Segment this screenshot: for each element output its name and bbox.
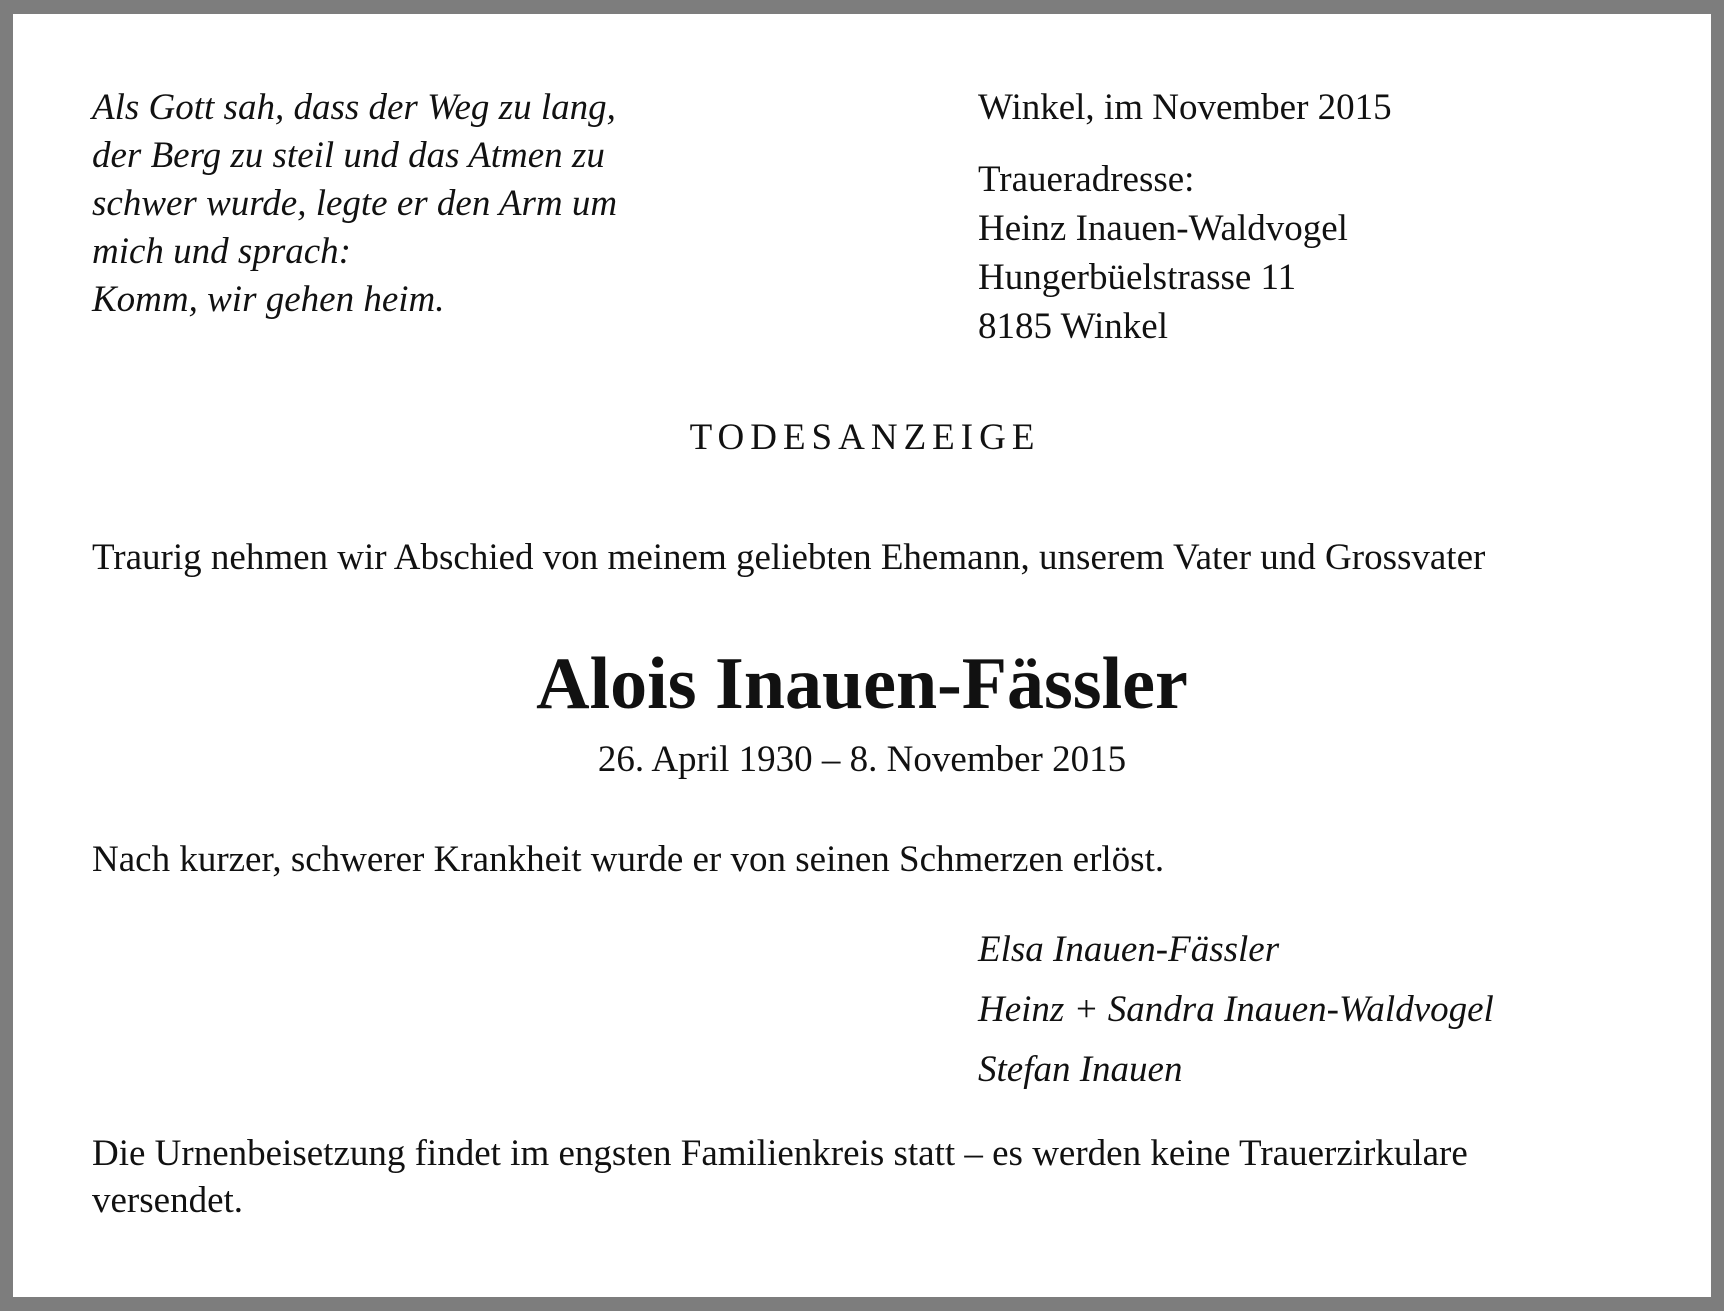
address-street: Hungerbüelstrasse 11 xyxy=(978,257,1297,298)
mourner-name: Stefan Inauen xyxy=(978,1049,1183,1090)
life-dates: 26. April 1930 – 8. November 2015 xyxy=(597,739,1127,780)
closing-text xyxy=(92,1130,1652,1224)
closing-line: versendet. xyxy=(92,1180,244,1221)
poem-line: Als Gott sah, dass der Weg zu lang, xyxy=(92,87,616,128)
obituary-notice xyxy=(13,14,1711,1297)
deceased-name: Alois Inauen-Fässler xyxy=(536,643,1188,725)
address-city: 8185 Winkel xyxy=(978,306,1169,347)
poem-line: der Berg zu steil und das Atmen zu xyxy=(92,135,605,176)
illness-text: Nach kurzer, schwerer Krankheit wurde er von seinen Schmerzen erlöst. xyxy=(92,839,1165,880)
address-name: Heinz Inauen-Waldvogel xyxy=(978,208,1348,249)
poem xyxy=(92,84,712,324)
mourner-name: Elsa Inauen-Fässler xyxy=(978,929,1280,970)
closing-line: Die Urnenbeisetzung findet im engsten Familienkreis statt – es werden keine Trauerzirkulare xyxy=(92,1133,1468,1174)
poem-line: mich und sprach: xyxy=(92,231,351,272)
mourner-name: Heinz + Sandra Inauen-Waldvogel xyxy=(978,989,1494,1030)
place-date: Winkel, im November 2015 xyxy=(978,87,1392,128)
mourners-list xyxy=(978,920,1494,1100)
notice-title: TODESANZEIGE xyxy=(689,417,1041,458)
intro-text: Traurig nehmen wir Abschied von meinem geliebten Ehemann, unserem Vater und Grossvater xyxy=(92,537,1486,578)
poem-line: schwer wurde, legte er den Arm um xyxy=(92,183,618,224)
mourning-address xyxy=(978,155,1348,351)
address-label: Traueradresse: xyxy=(978,159,1195,200)
poem-line: Komm, wir gehen heim. xyxy=(92,279,445,320)
